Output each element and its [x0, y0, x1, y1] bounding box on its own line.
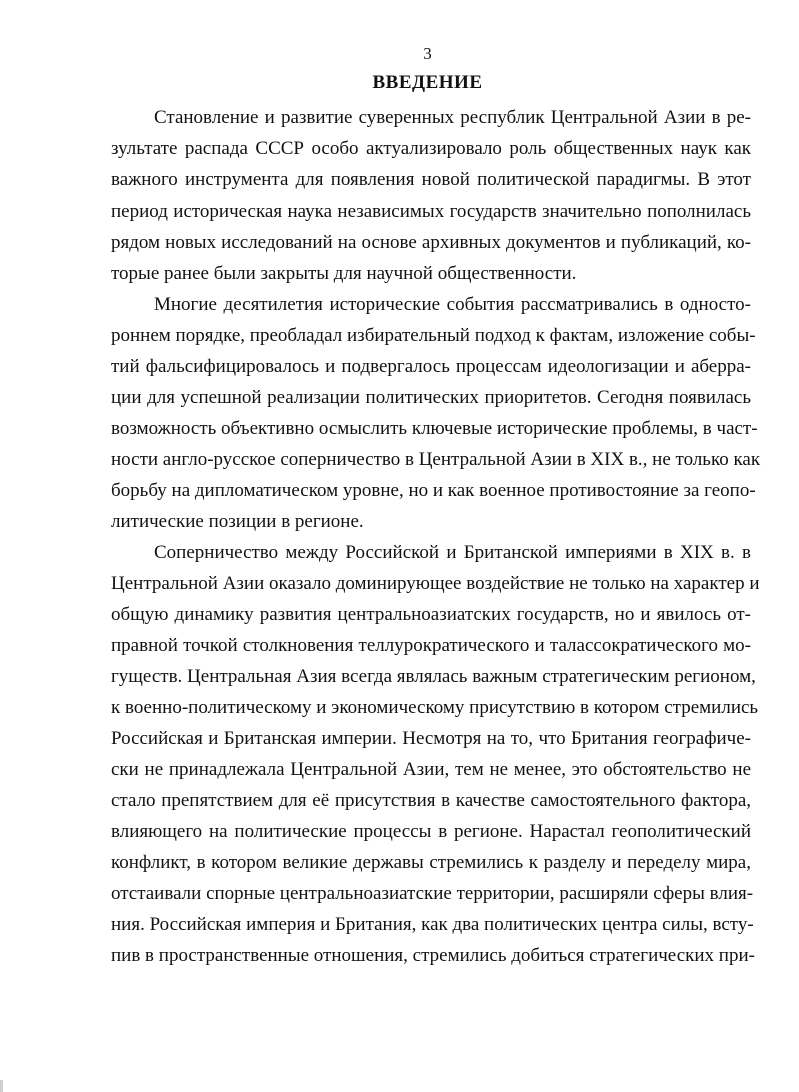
- scan-edge-mark: [0, 1080, 3, 1092]
- paragraph-3-line-2: Центральной Азии оказало доминирующее воздействие не только на характер и: [111, 573, 760, 594]
- paragraph-2-line-6: ности англо-русское соперничество в Центральной Азии в XIX в., не только как: [111, 449, 761, 470]
- paragraph-1-line-4: период историческая наука независимых государств значительно пополнилась: [111, 201, 751, 222]
- paragraph-3-line-9: стало препятствием для её присутствия в качестве самостоятельного фактора,: [111, 790, 751, 811]
- paragraph-3-line-12: отстаивали спорные центральноазиатские территории, расширяли сферы влия-: [111, 883, 754, 904]
- paragraph-1-line-2: зультате распада СССР особо актуализировало роль общественных наук как: [111, 138, 751, 159]
- paragraph-3-line-1: Соперничество между Российской и Британской империями в XIX в. в: [154, 542, 751, 563]
- paragraph-3-line-11: конфликт, в котором великие державы стремились к разделу и переделу мира,: [111, 852, 751, 873]
- paragraph-2-line-3: тий фальсифицировалось и подвергалось процессам идеологизации и аберра-: [111, 356, 751, 377]
- paragraph-2-line-5: возможность объективно осмыслить ключевые исторические проблемы, в част-: [111, 418, 758, 439]
- paragraph-3-line-13: ния. Российская империя и Британия, как два политических центра силы, всту-: [111, 914, 754, 935]
- paragraph-3-line-4: правной точкой столкновения теллурократического и талассократического мо-: [111, 635, 751, 656]
- section-title: ВВЕДЕНИЕ: [372, 72, 483, 93]
- paragraph-2-line-7: борьбу на дипломатическом уровне, но и как военное противостояние за геопо-: [111, 480, 756, 501]
- paragraph-2-line-2: роннем порядке, преобладал избирательный подход к фактам, изложение собы-: [111, 325, 756, 346]
- paragraph-3-line-6: к военно-политическому и экономическому присутствию в котором стремились: [111, 697, 759, 718]
- paragraph-3-line-8: ски не принадлежала Центральной Азии, тем не менее, это обстоятельство не: [111, 759, 751, 780]
- paragraph-3-line-3: общую динамику развития центральноазиатских государств, но и явилось от-: [111, 604, 751, 625]
- paragraph-1-line-3: важного инструмента для появления новой политической парадигмы. В этот: [111, 169, 751, 190]
- paragraph-1-line-5: рядом новых исследований на основе архивных документов и публикаций, ко-: [111, 232, 751, 253]
- paragraph-3-line-7: Российская и Британская империи. Несмотря на то, что Британия географиче-: [111, 728, 751, 749]
- paragraph-3-line-5: гуществ. Центральная Азия всегда являлась важным стратегическим регионом,: [111, 666, 756, 687]
- paragraph-2-line-1: Многие десятилетия исторические события рассматривались в односто-: [154, 294, 751, 315]
- paragraph-2-line-4: ции для успешной реализации политических приоритетов. Сегодня появилась: [111, 387, 751, 408]
- paragraph-3-line-14: пив в пространственные отношения, стремились добиться стратегических при-: [111, 945, 755, 966]
- paragraph-3-line-10: влияющего на политические процессы в регионе. Нарастал геополитический: [111, 821, 751, 842]
- paragraph-1-line-1: Становление и развитие суверенных республик Центральной Азии в ре-: [154, 107, 751, 128]
- paragraph-2-line-8: литические позиции в регионе.: [111, 511, 364, 532]
- page-number: 3: [423, 44, 432, 63]
- paragraph-1-line-6: торые ранее были закрыты для научной общественности.: [111, 263, 577, 284]
